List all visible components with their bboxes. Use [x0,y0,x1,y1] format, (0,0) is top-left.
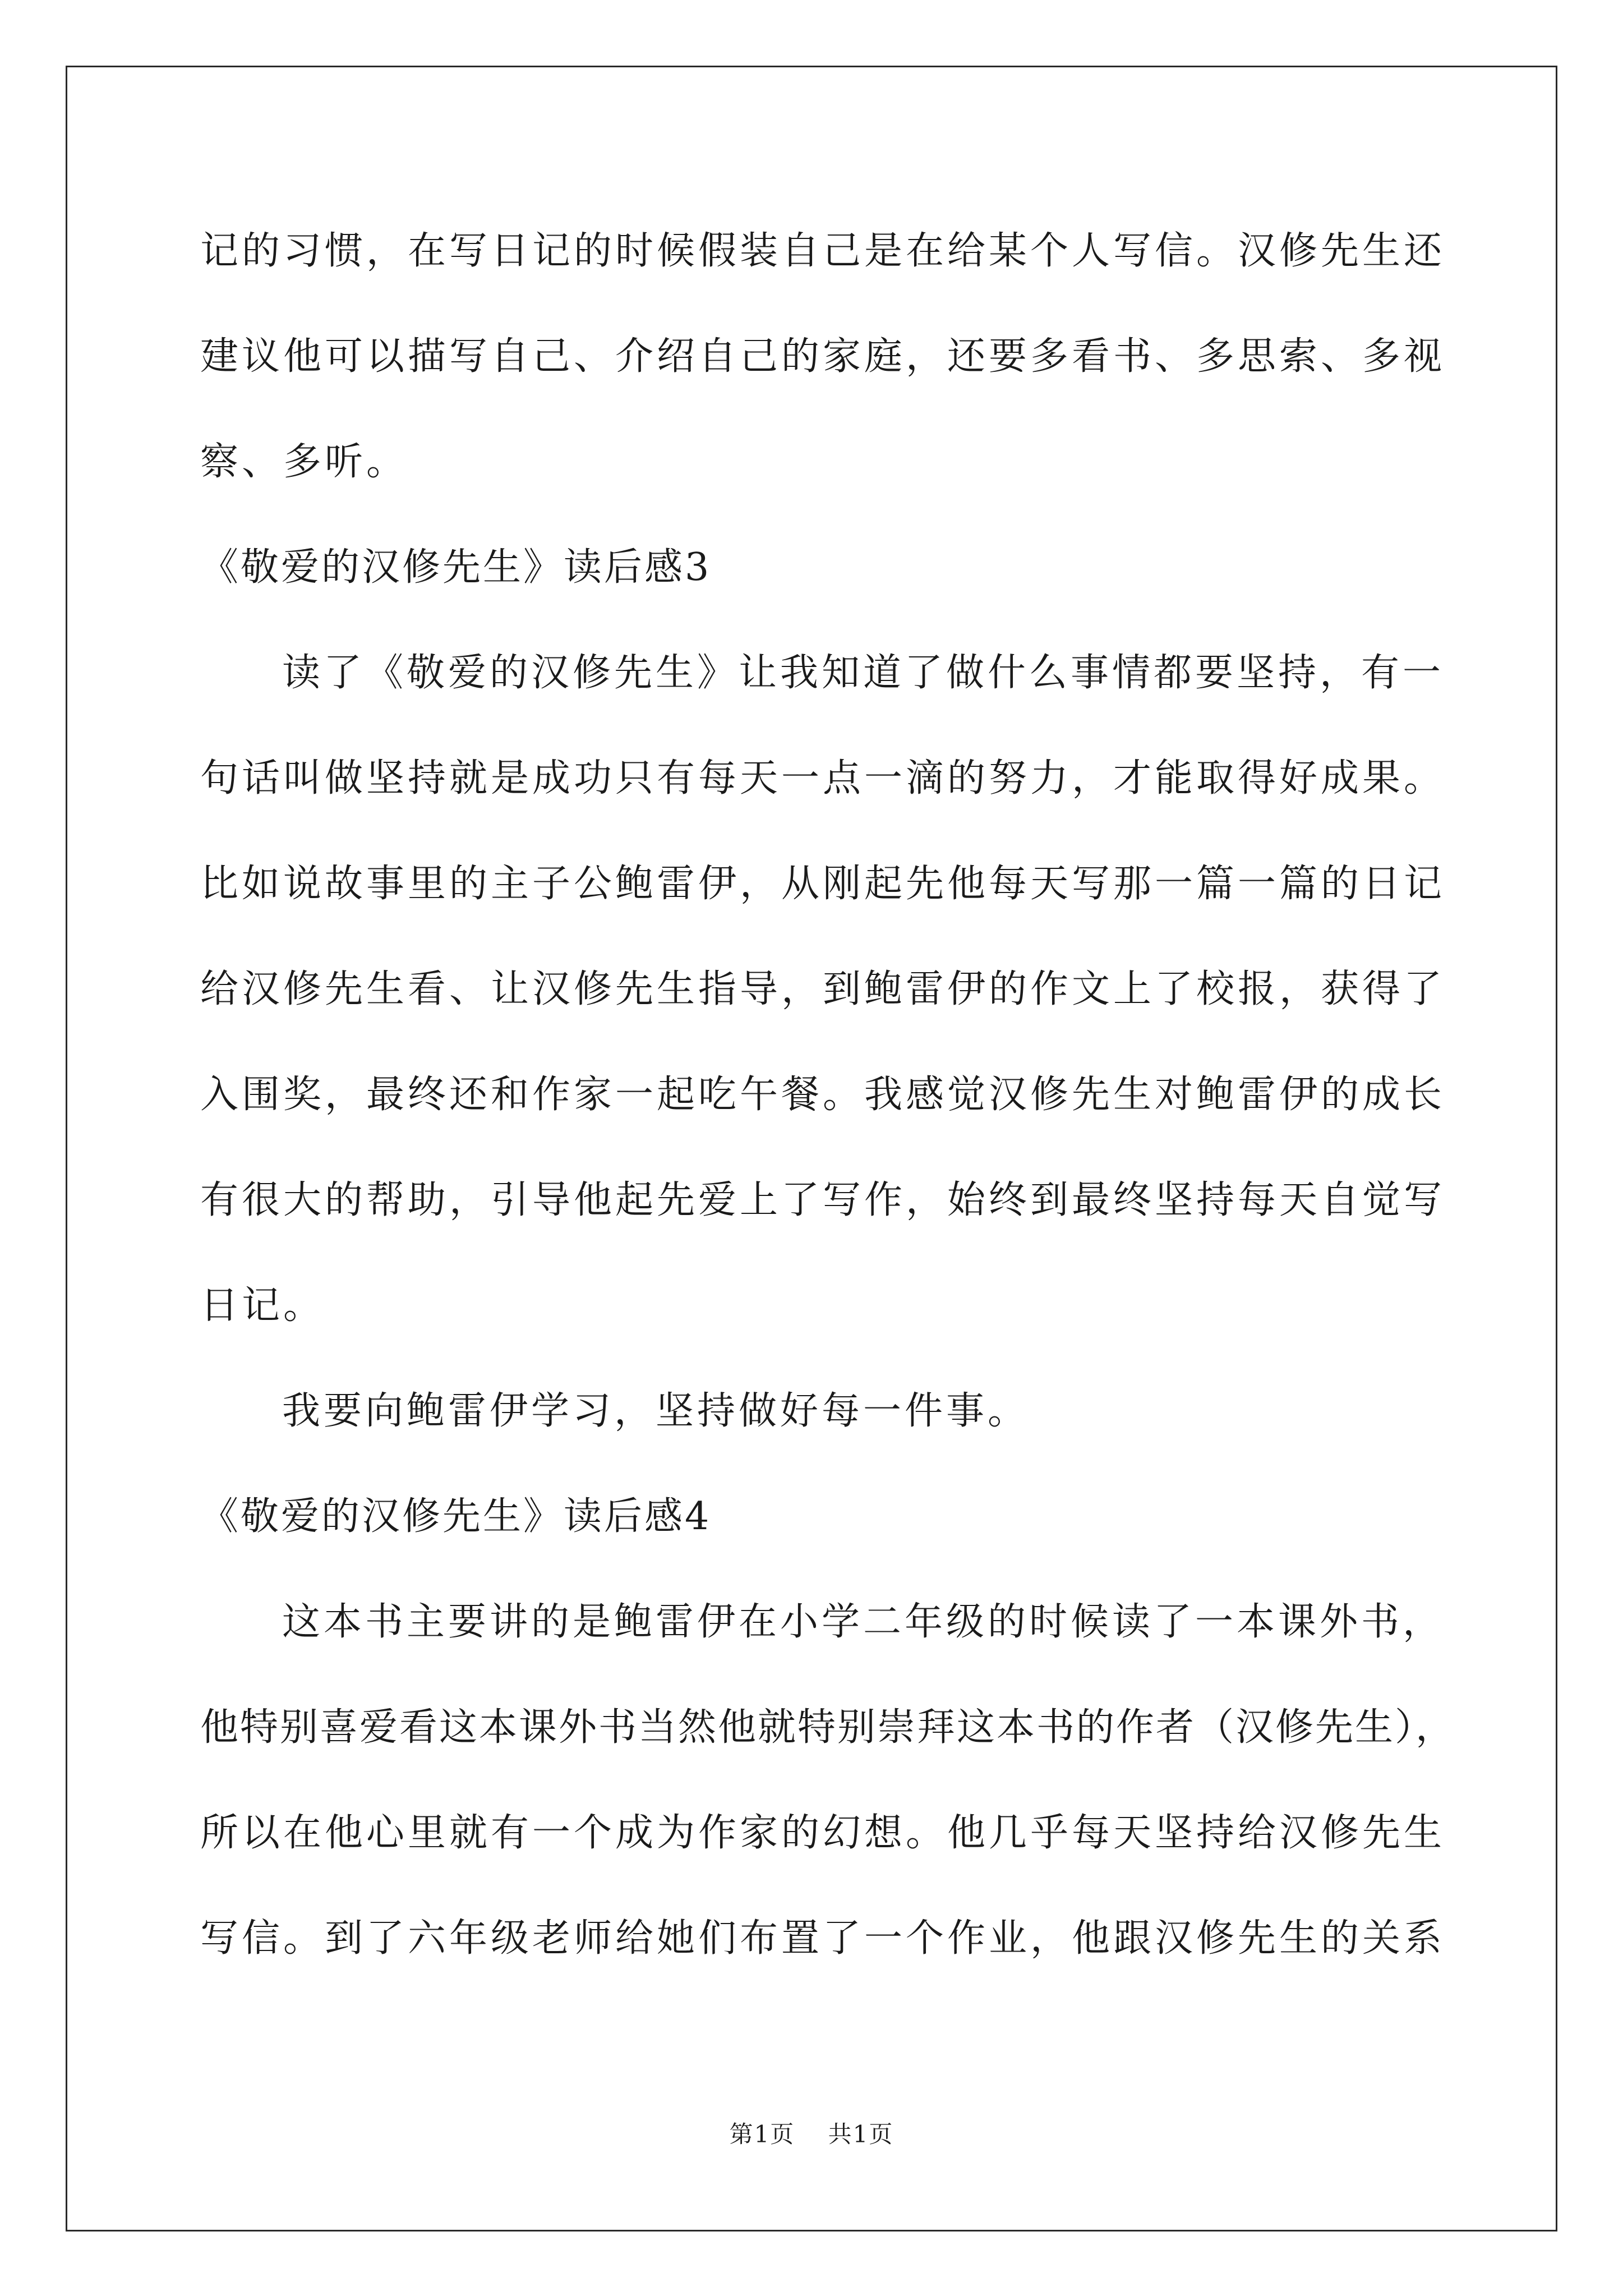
text-line: 日记。 [200,1283,325,1328]
page-number: 第1页 [729,2120,795,2148]
text-line: 建议他可以描写自己、介绍自己的家庭，还要多看书、多思索、多视 [200,334,1446,379]
text-line: 写信。到了六年级老师给她们布置了一个作业，他跟汉修先生的关系 [200,1916,1446,1961]
text-line: 读了《敬爱的汉修先生》让我知道了做什么事情都要坚持，有一 [282,651,1445,695]
section-heading: 《敬爱的汉修先生》读后感4 [200,1494,712,1539]
page-footer [0,2120,1623,2148]
text-line: 入围奖，最终还和作家一起吃午餐。我感觉汉修先生对鲍雷伊的成长 [200,1073,1446,1117]
text-line: 察、多听。 [200,440,408,484]
text-line: 这本书主要讲的是鲍雷伊在小学二年级的时候读了一本课外书， [282,1600,1445,1644]
text-line: 他特别喜爱看这本课外书当然他就特别崇拜这本书的作者（汉修先生）， [200,1705,1456,1750]
page-total: 共1页 [828,2120,894,2148]
section-heading: 《敬爱的汉修先生》读后感3 [200,545,712,590]
text-line: 比如说故事里的主子公鲍雷伊，从刚起先他每天写那一篇一篇的日记 [200,862,1446,906]
text-line: 给汉修先生看、让汉修先生指导，到鲍雷伊的作文上了校报，获得了 [200,967,1446,1011]
text-line: 有很大的帮助，引导他起先爱上了写作，始终到最终坚持每天自觉写 [200,1178,1446,1222]
text-line: 所以在他心里就有一个成为作家的幻想。他几乎每天坚持给汉修先生 [200,1811,1446,1855]
text-line: 我要向鲍雷伊学习，坚持做好每一件事。 [282,1389,1030,1433]
page-border [66,66,1557,2231]
text-line: 记的习惯，在写日记的时候假装自己是在给某个人写信。汉修先生还 [200,229,1446,273]
text-line: 句话叫做坚持就是成功只有每天一点一滴的努力，才能取得好成果。 [200,756,1446,800]
